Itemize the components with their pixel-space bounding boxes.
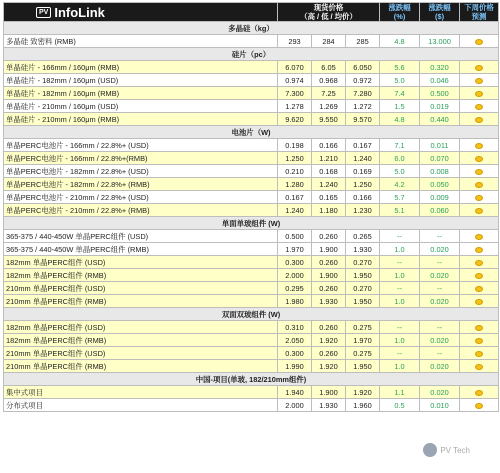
price-low: 1.180 [312,204,346,217]
price-high: 2.000 [278,269,312,282]
neutral-face-icon [475,338,483,344]
neutral-face-icon [475,325,483,331]
price-high: 293 [278,35,312,48]
price-avg: 6.050 [346,61,380,74]
table-row [4,386,499,399]
product-name: 多晶硅 致密料 (RMB) [4,35,278,48]
price-high: 1.278 [278,100,312,113]
forecast-cell [460,334,499,347]
forecast-cell [460,321,499,334]
price-low: 1.900 [312,243,346,256]
change-abs: 0.050 [420,178,460,191]
price-high: 2.050 [278,334,312,347]
section-label: 硅片（pc） [4,48,499,61]
price-low: 0.968 [312,74,346,87]
forecast-cell [460,360,499,373]
price-low: 1.240 [312,178,346,191]
table-row [4,295,499,308]
forecast-cell [460,191,499,204]
change-abs: 13.000 [420,35,460,48]
table-row [4,61,499,74]
product-name: 单晶硅片 - 210mm / 160μm (RMB) [4,113,278,126]
forecast-cell [460,113,499,126]
neutral-face-icon [475,39,483,45]
table-row [4,35,499,48]
price-high: 1.970 [278,243,312,256]
price-avg: 9.570 [346,113,380,126]
price-high: 1.280 [278,178,312,191]
price-low: 0.165 [312,191,346,204]
change-pct: -- [380,321,420,334]
table-row [4,399,499,412]
product-name: 182mm 单晶PERC组件 (RMB) [4,269,278,282]
watermark-text: PV Tech [440,445,470,455]
section-label: 中国-项目(单玻, 182/210mm组件) [4,373,499,386]
price-high: 1.250 [278,152,312,165]
price-low: 1.930 [312,295,346,308]
price-low: 0.166 [312,139,346,152]
price-low: 0.168 [312,165,346,178]
forecast-cell [460,87,499,100]
price-high: 1.990 [278,360,312,373]
table-row [4,334,499,347]
price-low: 1.920 [312,334,346,347]
forecast-cell [460,35,499,48]
change-abs: 0.020 [420,386,460,399]
section-label: 多晶硅（kg） [4,22,499,35]
price-avg: 1.240 [346,152,380,165]
logo-cell [4,3,278,22]
price-high: 1.240 [278,204,312,217]
change-abs: 0.011 [420,139,460,152]
forecast-cell [460,139,499,152]
price-avg: 7.280 [346,87,380,100]
price-low: 0.260 [312,282,346,295]
product-name: 210mm 单晶PERC组件 (RMB) [4,295,278,308]
change-abs: 0.440 [420,113,460,126]
table-row [4,230,499,243]
product-name: 单晶PERC电池片 - 210mm / 22.8%+ (USD) [4,191,278,204]
product-name: 单晶PERC电池片 - 166mm / 22.8%+ (USD) [4,139,278,152]
product-name: 365-375 / 440-450W 单晶PERC组件 (USD) [4,230,278,243]
change-abs: 0.008 [420,165,460,178]
change-pct-title: 涨跌幅 [388,3,411,12]
change-pct: 1.1 [380,386,420,399]
change-abs-title: 涨跌幅 [428,3,451,12]
header-row [4,3,499,22]
section-label: 双面双玻组件 (W) [4,308,499,321]
change-abs: 0.070 [420,152,460,165]
forecast-cell [460,295,499,308]
change-pct: 7.4 [380,87,420,100]
change-abs: 0.060 [420,204,460,217]
change-pct: 1.0 [380,295,420,308]
forecast-cell [460,269,499,282]
price-title: 现货价格 [313,3,344,12]
product-name: 单晶PERC电池片 - 182mm / 22.8%+ (USD) [4,165,278,178]
price-avg: 1.950 [346,295,380,308]
change-pct: 4.8 [380,113,420,126]
price-high: 0.198 [278,139,312,152]
change-abs: 0.020 [420,269,460,282]
forecast-cell [460,243,499,256]
price-avg: 0.270 [346,282,380,295]
table-row [4,152,499,165]
price-high: 0.500 [278,230,312,243]
product-name: 单晶PERC电池片 - 182mm / 22.8%+ (RMB) [4,178,278,191]
product-name: 单晶PERC电池片 - 166mm / 22.8%+(RMB) [4,152,278,165]
product-name: 集中式项目 [4,386,278,399]
price-low: 6.05 [312,61,346,74]
table-row [4,113,499,126]
change-abs-unit: ($) [435,12,445,21]
neutral-face-icon [475,195,483,201]
price-high: 0.210 [278,165,312,178]
table-row [4,74,499,87]
price-avg: 1.950 [346,269,380,282]
change-abs: 0.046 [420,74,460,87]
infolink-logo [6,4,275,20]
price-high: 0.300 [278,256,312,269]
neutral-face-icon [475,208,483,214]
price-low: 0.260 [312,256,346,269]
price-high: 1.940 [278,386,312,399]
change-pct: 4.2 [380,178,420,191]
forecast-title: 下周价格 [464,3,494,12]
price-high: 0.295 [278,282,312,295]
price-low: 0.260 [312,347,346,360]
change-pct: 1.0 [380,334,420,347]
price-high: 0.300 [278,347,312,360]
price-avg: 0.972 [346,74,380,87]
section-row [4,217,499,230]
change-pct-header [380,3,420,22]
price-high: 2.000 [278,399,312,412]
forecast-cell [460,61,499,74]
change-pct: 5.7 [380,191,420,204]
price-high: 7.300 [278,87,312,100]
price-subtitle: （高 / 低 / 均价） [300,12,357,21]
change-abs: 0.020 [420,295,460,308]
price-table [3,2,499,412]
product-name: 单晶硅片 - 210mm / 160μm (USD) [4,100,278,113]
change-pct: -- [380,282,420,295]
change-abs: 0.020 [420,360,460,373]
change-abs: -- [420,282,460,295]
price-avg: 1.272 [346,100,380,113]
price-high: 1.980 [278,295,312,308]
forecast-cell [460,282,499,295]
neutral-face-icon [475,143,483,149]
price-high: 0.167 [278,191,312,204]
forecast-cell [460,74,499,87]
change-abs: 0.019 [420,100,460,113]
table-row [4,321,499,334]
price-low: 0.260 [312,230,346,243]
neutral-face-icon [475,403,483,409]
change-pct: 1.0 [380,360,420,373]
forecast-cell [460,165,499,178]
change-abs: 0.500 [420,87,460,100]
neutral-face-icon [475,65,483,71]
forecast-cell [460,386,499,399]
price-avg: 1.960 [346,399,380,412]
price-low: 7.25 [312,87,346,100]
product-name: 365-375 / 440-450W 单晶PERC组件 (RMB) [4,243,278,256]
forecast-cell [460,230,499,243]
forecast-cell [460,399,499,412]
neutral-face-icon [475,182,483,188]
logo-text: InfoLink [54,4,105,20]
product-name: 210mm 单晶PERC组件 (USD) [4,282,278,295]
section-row [4,48,499,61]
change-abs: 0.020 [420,243,460,256]
change-pct: 5.6 [380,61,420,74]
price-avg: 285 [346,35,380,48]
table-row [4,165,499,178]
neutral-face-icon [475,390,483,396]
neutral-face-icon [475,273,483,279]
price-low: 1.210 [312,152,346,165]
price-avg: 0.169 [346,165,380,178]
change-abs: 0.020 [420,334,460,347]
change-abs: 0.010 [420,399,460,412]
price-avg: 1.930 [346,243,380,256]
change-pct: 7.1 [380,139,420,152]
table-row [4,139,499,152]
price-low: 1.920 [312,360,346,373]
price-high: 0.974 [278,74,312,87]
price-avg: 0.270 [346,256,380,269]
forecast-subtitle: 预测 [471,12,487,21]
neutral-face-icon [475,91,483,97]
section-row [4,373,499,386]
product-name: 分布式项目 [4,399,278,412]
product-name: 单晶硅片 - 182mm / 160μm (USD) [4,74,278,87]
forecast-cell [460,204,499,217]
section-row [4,22,499,35]
change-pct: 5.0 [380,165,420,178]
table-row [4,282,499,295]
change-pct: 6.0 [380,152,420,165]
price-avg: 1.950 [346,360,380,373]
price-low: 1.900 [312,269,346,282]
change-pct: 1.0 [380,243,420,256]
change-pct: 1.5 [380,100,420,113]
table-row [4,256,499,269]
change-abs: -- [420,321,460,334]
price-avg: 0.275 [346,321,380,334]
table-row [4,178,499,191]
change-abs: 0.320 [420,61,460,74]
forecast-cell [460,100,499,113]
neutral-face-icon [475,351,483,357]
price-low: 1.269 [312,100,346,113]
section-label: 单面单玻组件 (W) [4,217,499,230]
neutral-face-icon [475,234,483,240]
product-name: 182mm 单晶PERC组件 (USD) [4,256,278,269]
table-row [4,360,499,373]
table-row [4,191,499,204]
neutral-face-icon [475,247,483,253]
price-avg: 0.166 [346,191,380,204]
watermark [423,443,470,457]
price-avg: 1.970 [346,334,380,347]
price-high: 0.310 [278,321,312,334]
change-pct: 0.5 [380,399,420,412]
change-pct: 5.1 [380,204,420,217]
product-name: 182mm 单晶PERC组件 (RMB) [4,334,278,347]
product-name: 单晶PERC电池片 - 210mm / 22.8%+ (RMB) [4,204,278,217]
table-row [4,347,499,360]
price-avg: 0.167 [346,139,380,152]
product-name: 210mm 单晶PERC组件 (RMB) [4,360,278,373]
price-low: 9.550 [312,113,346,126]
price-low: 1.900 [312,386,346,399]
table-row [4,243,499,256]
neutral-face-icon [475,364,483,370]
forecast-cell [460,178,499,191]
price-low: 284 [312,35,346,48]
price-avg: 0.275 [346,347,380,360]
neutral-face-icon [475,169,483,175]
neutral-face-icon [475,78,483,84]
product-name: 单晶硅片 - 166mm / 160μm (RMB) [4,61,278,74]
price-avg: 0.265 [346,230,380,243]
neutral-face-icon [475,299,483,305]
change-pct: 4.8 [380,35,420,48]
price-high: 9.620 [278,113,312,126]
price-avg: 1.250 [346,178,380,191]
neutral-face-icon [475,117,483,123]
product-name: 单晶硅片 - 182mm / 160μm (RMB) [4,87,278,100]
forecast-cell [460,347,499,360]
forecast-header [460,3,499,22]
price-avg: 1.920 [346,386,380,399]
section-label: 电池片（W) [4,126,499,139]
change-pct: 5.0 [380,74,420,87]
table-row [4,269,499,282]
change-abs: 0.009 [420,191,460,204]
forecast-cell [460,152,499,165]
change-abs: -- [420,347,460,360]
table-body [4,22,499,412]
product-name: 210mm 单晶PERC组件 (USD) [4,347,278,360]
change-abs: -- [420,230,460,243]
table-row [4,100,499,113]
price-avg: 1.230 [346,204,380,217]
change-abs-header [420,3,460,22]
price-low: 1.930 [312,399,346,412]
neutral-face-icon [475,104,483,110]
neutral-face-icon [475,286,483,292]
price-header [278,3,380,22]
section-row [4,308,499,321]
neutral-face-icon [475,156,483,162]
table-row [4,87,499,100]
price-low: 0.260 [312,321,346,334]
change-pct-unit: (%) [393,12,406,21]
pv-logo-icon: PV [36,7,51,18]
forecast-cell [460,256,499,269]
section-row [4,126,499,139]
pvtech-logo-icon [423,443,437,457]
product-name: 182mm 单晶PERC组件 (USD) [4,321,278,334]
change-abs: -- [420,256,460,269]
change-pct: -- [380,230,420,243]
neutral-face-icon [475,260,483,266]
price-high: 6.070 [278,61,312,74]
table-row [4,204,499,217]
change-pct: 1.0 [380,269,420,282]
change-pct: -- [380,256,420,269]
change-pct: -- [380,347,420,360]
